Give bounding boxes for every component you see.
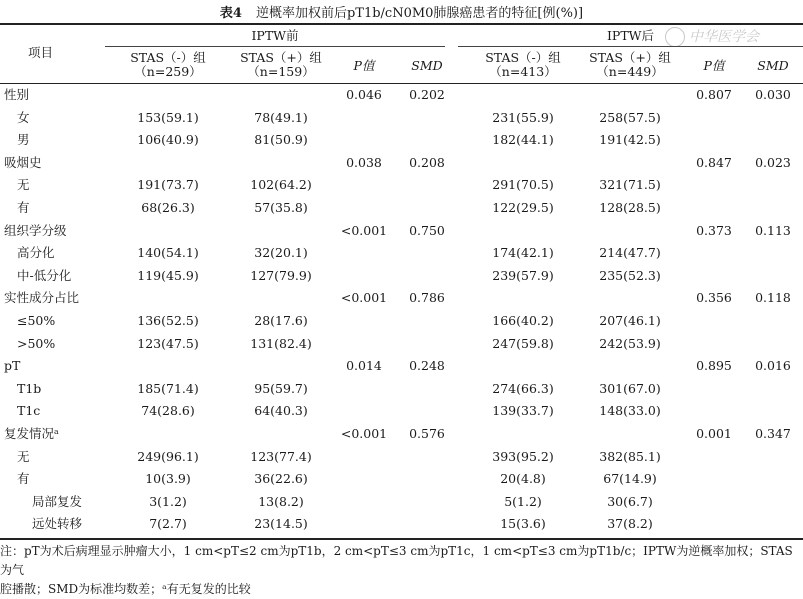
table-cell: 64(40.3) [254, 403, 308, 419]
table-cell: 0.046 [346, 87, 382, 102]
table-cell: <0.001 [340, 426, 388, 441]
table-cell: 28(17.6) [254, 313, 308, 328]
row-label: 无 [17, 177, 30, 193]
table-cell: 0.786 [409, 290, 445, 306]
header-item: 项目 [28, 45, 54, 60]
table-cell: 123(47.5) [137, 335, 199, 351]
table-cell: 57(35.8) [254, 200, 308, 215]
table-cell: 214(47.7) [599, 245, 661, 261]
table-cell: 0.895 [696, 358, 732, 374]
table-note [0, 542, 803, 599]
table-cell: 127(79.9) [250, 267, 312, 283]
row-label: 远处转移 [32, 516, 83, 532]
note-line-1: 注：pT为术后病理显示肿瘤大小，1 cm<pT≤2 cm为pT1b，2 cm<pT≤3 cm为pT1c，1 cm<pT≤3 cm为pT1b/c；IPTW为逆概率加权；STAS为气 [0, 544, 793, 577]
table-cell: 3(1.2) [149, 493, 187, 509]
table-cell: 321(71.5) [599, 177, 661, 193]
table-cell: 136(52.5) [137, 313, 199, 328]
table-cell: 191(42.5) [599, 132, 661, 148]
table-cell: 0.113 [755, 222, 791, 238]
row-label: 男 [17, 132, 30, 148]
table-number: 表4 [219, 6, 242, 21]
table-cell: 140(54.1) [137, 245, 199, 261]
table-title [0, 2, 803, 21]
table-cell: 239(57.9) [492, 267, 554, 283]
table-cell: 0.030 [755, 87, 791, 102]
table-cell: 131(82.4) [250, 335, 312, 351]
header-col-5: STAS（+）组 [589, 50, 671, 65]
table-cell: 7(2.7) [149, 516, 187, 532]
table-cell: 23(14.5) [254, 516, 308, 532]
table-cell: 67(14.9) [603, 471, 657, 487]
table-cell: 174(42.1) [492, 245, 554, 261]
table-cell: 0.023 [755, 154, 791, 170]
row-label: T1b [17, 380, 42, 396]
row-label: 女 [17, 109, 30, 125]
table-cell: 235(52.3) [599, 267, 661, 283]
header-col-0: STAS（-）组 [130, 50, 206, 65]
top-rule [0, 23, 803, 25]
header-col-2: P值 [353, 58, 375, 73]
table-cell: <0.001 [340, 222, 388, 238]
table-cell: 382(85.1) [599, 448, 661, 464]
table-cell: 0.347 [755, 426, 791, 441]
table-cell: 0.001 [696, 426, 732, 441]
table-cell: 0.038 [346, 154, 382, 170]
header-col-3: SMD [411, 58, 443, 73]
table-cell: 0.248 [409, 358, 445, 374]
row-label: 有 [17, 471, 30, 487]
table-cell: 0.356 [696, 290, 732, 306]
table-cell: 0.208 [409, 154, 445, 170]
table-cell: 0.014 [346, 358, 382, 374]
row-label: 复发情况ᵃ [4, 426, 59, 441]
table-cell: 123(77.4) [250, 448, 312, 464]
header-col-0-n: （n=259） [134, 64, 202, 79]
table-caption: 逆概率加权前后pT1b/cN0M0肺腺癌患者的特征[例(%)] [255, 6, 584, 21]
table-cell: 0.807 [696, 87, 732, 102]
table-cell: 301(67.0) [599, 380, 661, 396]
table-cell: 128(28.5) [599, 200, 661, 215]
table-cell: 393(95.2) [492, 448, 554, 464]
table-cell: 249(96.1) [137, 448, 199, 464]
row-label: 性别 [4, 87, 30, 102]
table-cell: 0.373 [696, 222, 732, 238]
table-cell: 148(33.0) [599, 403, 661, 419]
table-cell: 78(49.1) [254, 109, 308, 125]
note-line-2: 腔播散；SMD为标准均数差；ᵃ有无复发的比较 [0, 582, 251, 596]
table-cell: 37(8.2) [607, 516, 653, 532]
row-label: >50% [17, 335, 56, 351]
row-label: 有 [17, 200, 30, 215]
table-cell: 30(6.7) [607, 493, 653, 509]
row-label: pT [4, 358, 21, 374]
table-cell: 0.202 [409, 87, 445, 102]
row-label: 中-低分化 [17, 267, 72, 283]
group-rule-before [105, 46, 445, 47]
header-group-after: IPTW后 [606, 28, 655, 43]
table-cell: 36(22.6) [254, 471, 308, 487]
table-cell: 274(66.3) [492, 380, 554, 396]
row-label: T1c [17, 403, 41, 419]
table-cell: 231(55.9) [492, 109, 554, 125]
table-cell: 119(45.9) [137, 267, 199, 283]
table-cell: 185(71.4) [137, 380, 199, 396]
table-cell: 5(1.2) [504, 493, 542, 509]
table-cell: 102(64.2) [250, 177, 312, 193]
header-col-1: STAS（+）组 [240, 50, 322, 65]
bottom-rule [0, 538, 803, 540]
table-cell: 74(28.6) [141, 403, 195, 419]
table-cell: 166(40.2) [492, 313, 554, 328]
header-col-4-n: （n=413） [489, 64, 557, 79]
table-cell: 207(46.1) [599, 313, 661, 328]
table-cell: 95(59.7) [254, 380, 308, 396]
header-col-4: STAS（-）组 [485, 50, 561, 65]
table-cell: 20(4.8) [500, 471, 546, 487]
table-cell: 122(29.5) [492, 200, 554, 215]
table-cell: 258(57.5) [599, 109, 661, 125]
header-col-1-n: （n=159） [247, 64, 315, 79]
table-cell: 106(40.9) [137, 132, 199, 148]
table-cell: 0.016 [755, 358, 791, 374]
row-label: 无 [17, 448, 30, 464]
table-cell: 291(70.5) [492, 177, 554, 193]
watermark-text: 中华医学会 [689, 29, 759, 45]
table-cell: 15(3.6) [500, 516, 546, 532]
table-cell: 182(44.1) [492, 132, 554, 148]
table-cell: 68(26.3) [141, 200, 195, 215]
table-cell: 0.118 [755, 290, 791, 306]
header-col-7: SMD [757, 58, 789, 73]
row-label: 局部复发 [32, 493, 83, 509]
row-label: 高分化 [17, 245, 55, 261]
table-cell: 0.847 [696, 154, 732, 170]
row-label: ≤50% [17, 313, 56, 328]
row-label: 吸烟史 [4, 154, 42, 170]
header-col-6: P值 [703, 58, 725, 73]
table-cell: 191(73.7) [137, 177, 199, 193]
header-col-5-n: （n=449） [596, 64, 664, 79]
row-label: 实性成分占比 [4, 290, 80, 306]
group-rule-after [458, 46, 803, 47]
table-cell: 81(50.9) [254, 132, 308, 148]
table-cell: 13(8.2) [258, 493, 304, 509]
header-group-before: IPTW前 [251, 28, 299, 43]
table-cell: 32(20.1) [254, 245, 308, 261]
table-cell: 247(59.8) [492, 335, 554, 351]
table-cell: <0.001 [340, 290, 388, 306]
row-label: 组织学分级 [4, 222, 67, 238]
header-rule [0, 83, 803, 84]
table-cell: 0.576 [409, 426, 445, 441]
table-cell: 242(53.9) [599, 335, 661, 351]
table-cell: 10(3.9) [145, 471, 191, 487]
table-cell: 153(59.1) [137, 109, 199, 125]
table-cell: 0.750 [409, 222, 445, 238]
table-cell: 139(33.7) [492, 403, 554, 419]
